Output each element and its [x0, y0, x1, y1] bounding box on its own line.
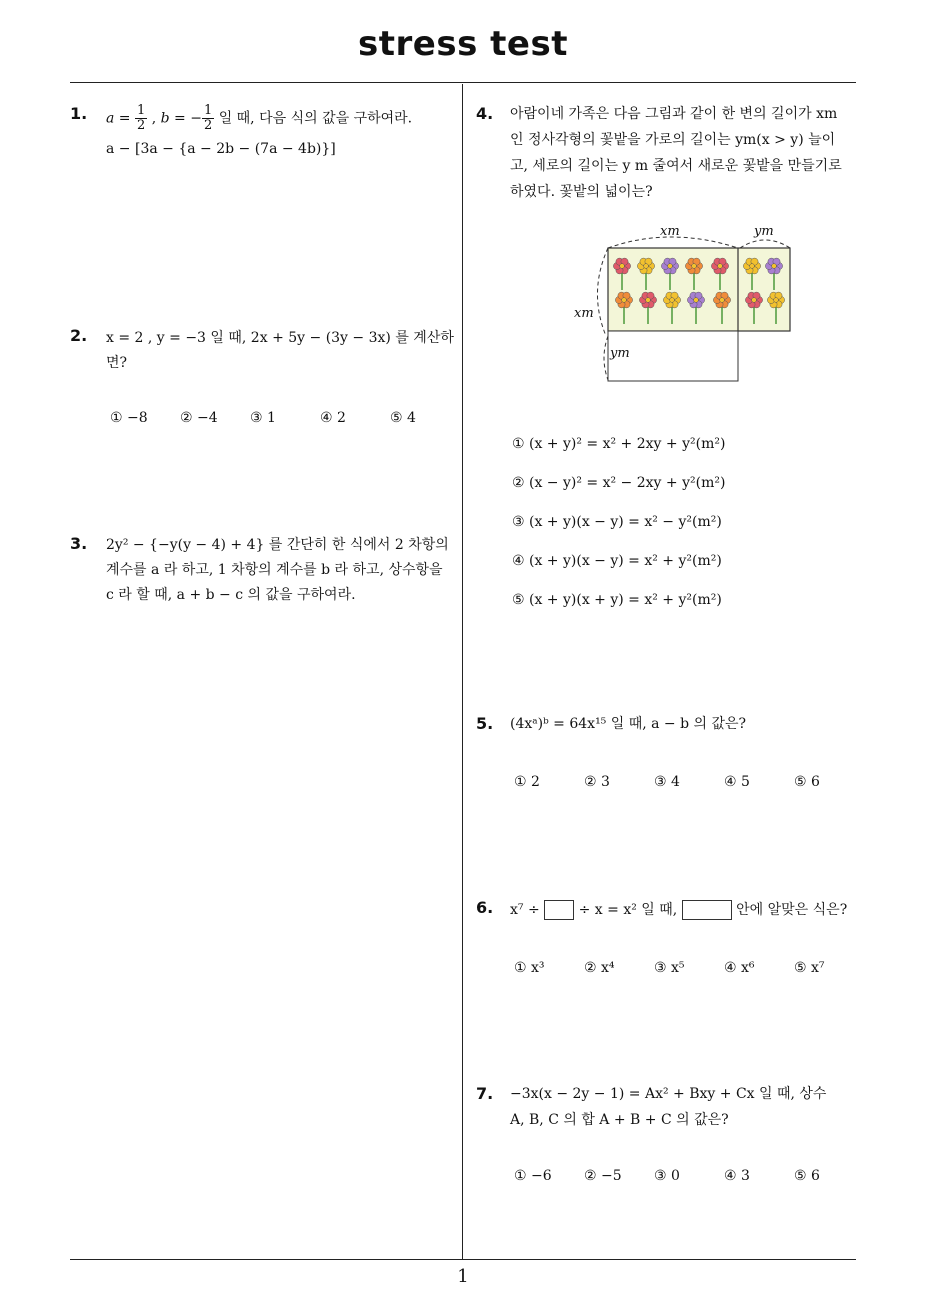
q4-choice-1[interactable]: ① (x + y)² = x² + 2xy + y²(m²) — [512, 436, 726, 452]
flower-center — [750, 264, 755, 269]
q4-choice-3[interactable]: ③ (x + y)(x − y) = x² − y²(m²) — [512, 514, 722, 530]
footer-rule — [70, 1259, 856, 1260]
q4-choice-5[interactable]: ⑤ (x + y)(x + y) = x² + y²(m²) — [512, 592, 722, 608]
flower-center — [718, 264, 723, 269]
q7-choice-2[interactable]: ② −5 — [584, 1168, 622, 1184]
flower-center — [670, 298, 675, 303]
flower-center — [720, 298, 725, 303]
q4-choice-4[interactable]: ④ (x + y)(x − y) = x² + y²(m²) — [512, 553, 722, 569]
q5-choice-3[interactable]: ③ 4 — [654, 774, 680, 790]
top-y-arc — [740, 240, 790, 248]
question-5-choices — [514, 774, 844, 790]
question-5-line-1: (4xᵃ)ᵇ = 64x¹⁵ 일 때, a − b 의 값은? — [510, 716, 747, 732]
flower-center — [774, 298, 779, 303]
page-number: 1 — [457, 1266, 469, 1287]
flower-center — [772, 264, 777, 269]
question-7-line-1: −3x(x − 2y − 1) = Ax² + Bxy + Cx 일 때, 상수 — [510, 1086, 827, 1102]
question-3-line-2: 계수를 a 라 하고, 1 차항의 계수를 b 라 하고, 상수항을 — [106, 562, 443, 578]
q4-choice-2[interactable]: ② (x − y)² = x² − 2xy + y²(m²) — [512, 475, 726, 491]
q2-choice-5[interactable]: ⑤ 4 — [390, 410, 416, 426]
fig-label-left-x: xm — [574, 306, 594, 321]
flower-center — [620, 264, 625, 269]
question-4-line-2: 인 정사각형의 꽃밭을 가로의 길이는 ym(x > y) 늘이 — [510, 132, 836, 148]
q1-fraction-a: $\frac{1}{2}$ — [136, 103, 146, 133]
q1-instruction: 일 때, 다음 식의 값을 구하여라. — [218, 110, 413, 127]
question-1-number: 1. — [70, 104, 88, 123]
q7-choice-4[interactable]: ④ 3 — [724, 1168, 750, 1184]
question-1-expression: a − [3a − {a − 2b − (7a − 4b)}] — [106, 141, 336, 157]
question-5-number: 5. — [476, 714, 494, 733]
q6-choice-4[interactable]: ④ x⁶ — [724, 960, 755, 976]
q6-choice-3[interactable]: ③ x⁵ — [654, 960, 685, 976]
q5-choice-5[interactable]: ⑤ 6 — [794, 774, 820, 790]
q2-choice-3[interactable]: ③ 1 — [250, 410, 276, 426]
q5-choice-2[interactable]: ② 3 — [584, 774, 610, 790]
header-rule — [70, 82, 856, 83]
flower-center — [692, 264, 697, 269]
question-7-line-2: A, B, C 의 합 A + B + C 의 값은? — [510, 1112, 729, 1128]
question-3-line-1: 2y² − {−y(y − 4) + 4} 를 간단히 한 식에서 2 차항의 — [106, 537, 449, 553]
question-2-number: 2. — [70, 326, 88, 345]
flower-center — [668, 264, 673, 269]
question-2-line-1: x = 2 , y = −3 일 때, 2x + 5y − (3y − 3x) 를 계산하 — [106, 330, 454, 346]
question-3-number: 3. — [70, 534, 88, 553]
question-2-choices — [110, 410, 440, 426]
flower-center — [752, 298, 757, 303]
q5-choice-1[interactable]: ① 2 — [514, 774, 540, 790]
question-7-number: 7. — [476, 1084, 494, 1103]
fig-label-top-x: xm — [660, 224, 680, 239]
question-1-prompt: a = $\frac{1}{2}$ , b = − $\frac{1}{2}$ 일 때, 다음 식의 값을 구하여라. — [106, 103, 413, 133]
flower-center — [646, 298, 651, 303]
question-6-choices — [514, 960, 844, 976]
flower-center — [694, 298, 699, 303]
question-4-line-4: 하였다. 꽃밭의 넓이는? — [510, 184, 653, 200]
fig-label-top-y: ym — [754, 224, 774, 239]
q6-choice-2[interactable]: ② x⁴ — [584, 960, 615, 976]
q1-fraction-b: $\frac{1}{2}$ — [203, 103, 213, 133]
q2-choice-1[interactable]: ① −8 — [110, 410, 148, 426]
q1-a-eq: a = — [106, 110, 131, 127]
question-3-line-3: c 라 할 때, a + b − c 의 값을 구하여라. — [106, 587, 356, 603]
q7-choice-1[interactable]: ① −6 — [514, 1168, 552, 1184]
fig-label-left-y: ym — [610, 346, 630, 361]
question-4-number: 4. — [476, 104, 494, 123]
flower-center — [622, 298, 627, 303]
garden-diagram — [570, 222, 810, 387]
flower-center — [644, 264, 649, 269]
question-4-line-3: 고, 세로의 길이는 y m 줄여서 새로운 꽃밭을 만들기로 — [510, 158, 842, 174]
q2-choice-2[interactable]: ② −4 — [180, 410, 218, 426]
question-7-choices — [514, 1168, 844, 1184]
left-x-arc — [597, 248, 608, 336]
q2-choice-4[interactable]: ④ 2 — [320, 410, 346, 426]
question-6-line-1: x⁷ ÷ ÷ x = x² 일 때, 안에 알맞은 식은? — [510, 902, 848, 918]
q5-choice-4[interactable]: ④ 5 — [724, 774, 750, 790]
question-2-line-2: 면? — [106, 355, 128, 371]
q7-choice-3[interactable]: ③ 0 — [654, 1168, 680, 1184]
q7-choice-5[interactable]: ⑤ 6 — [794, 1168, 820, 1184]
page-title: stress test — [358, 24, 568, 64]
question-4-line-1: 아람이네 가족은 다음 그림과 같이 한 변의 길이가 xm — [510, 106, 838, 122]
column-divider — [462, 84, 463, 1260]
question-6-number: 6. — [476, 898, 494, 917]
garden-figure — [570, 222, 810, 387]
left-y-arc — [604, 336, 608, 380]
q1-b-eq: b = − — [160, 110, 202, 127]
q6-choice-5[interactable]: ⑤ x⁷ — [794, 960, 825, 976]
q6-blank-1[interactable] — [544, 900, 574, 920]
q6-blank-2[interactable] — [682, 900, 732, 920]
q6-choice-1[interactable]: ① x³ — [514, 960, 545, 976]
